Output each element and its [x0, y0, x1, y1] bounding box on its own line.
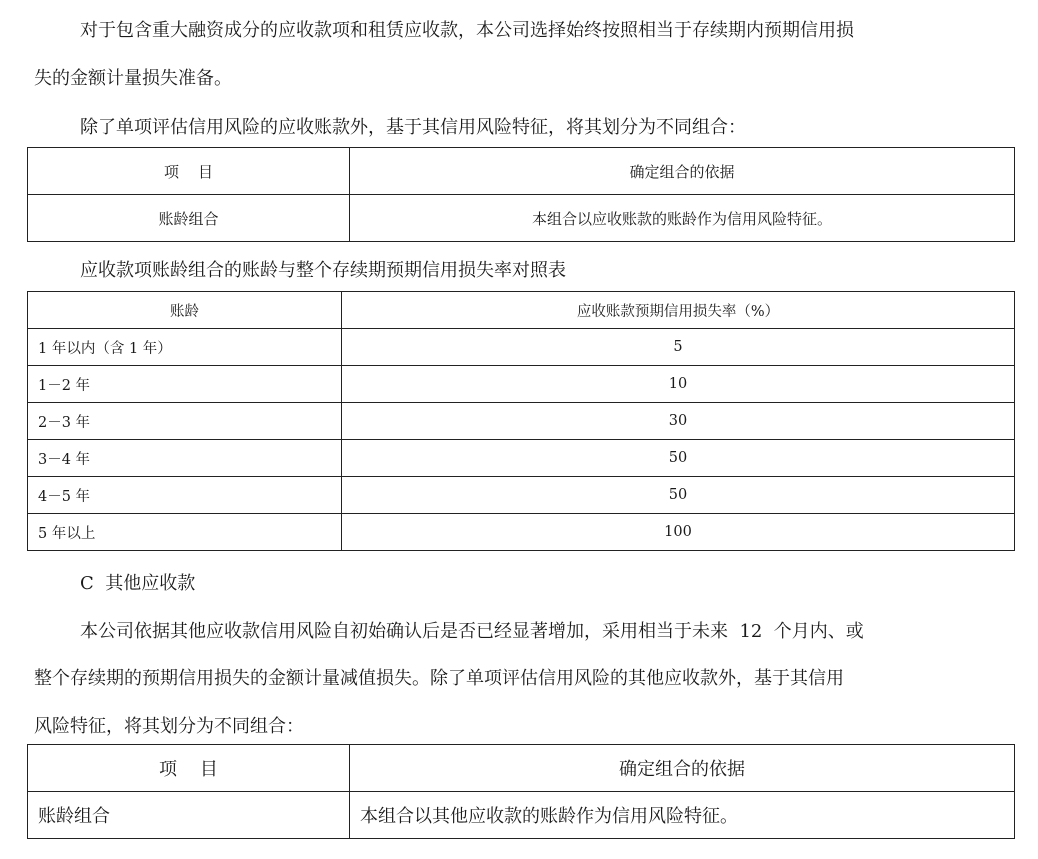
loss-rate-cell: 50 — [342, 477, 1015, 514]
loss-rate-cell: 50 — [342, 440, 1015, 477]
loss-rate-cell: 30 — [342, 403, 1015, 440]
grouping-basis-table-receivables — [27, 147, 1015, 242]
paragraph-3-line-3: 风险特征，将其划分为不同组合： — [34, 716, 304, 737]
table-header-cell: 账龄 — [28, 292, 342, 329]
paragraph-1-line-2: 失的金额计量损失准备。 — [34, 68, 232, 89]
loss-rate-cell: 5 — [342, 329, 1015, 366]
aging-bucket-cell: 4－5 年 — [28, 477, 342, 514]
table-header-row — [28, 292, 1015, 329]
loss-rate-cell: 100 — [342, 514, 1015, 551]
table-row — [28, 477, 1015, 514]
table-header-row — [28, 148, 1015, 195]
table-row — [28, 195, 1015, 242]
paragraph-3-line-2: 整个存续期的预期信用损失的金额计量减值损失。除了单项评估信用风险的其他应收款外，基于其信用 — [34, 668, 844, 689]
aging-bucket-cell: 2－3 年 — [28, 403, 342, 440]
table-cell: 账龄组合 — [28, 195, 350, 242]
aging-bucket-cell: 5 年以上 — [28, 514, 342, 551]
paragraph-2: 除了单项评估信用风险的应收账款外，基于其信用风险特征，将其划分为不同组合： — [80, 117, 746, 138]
table-row — [28, 440, 1015, 477]
loss-rate-cell: 10 — [342, 366, 1015, 403]
table-header-cell: 确定组合的依据 — [350, 148, 1015, 195]
aging-bucket-cell: 3－4 年 — [28, 440, 342, 477]
table-header-cell: 应收账款预期信用损失率（%） — [342, 292, 1015, 329]
table-caption: 应收款项账龄组合的账龄与整个存续期预期信用损失率对照表 — [80, 260, 566, 281]
table-cell: 本组合以应收账款的账龄作为信用风险特征。 — [350, 195, 1015, 242]
table-header-row — [28, 745, 1015, 792]
grouping-basis-table-other-receivables — [27, 744, 1015, 839]
table-cell: 本组合以其他应收款的账龄作为信用风险特征。 — [350, 792, 1015, 839]
table-header-cell: 项 目 — [28, 148, 350, 195]
aging-bucket-cell: 1－2 年 — [28, 366, 342, 403]
table-row — [28, 329, 1015, 366]
section-heading-c: C 其他应收款 — [80, 573, 196, 594]
table-header-cell: 项 目 — [28, 745, 350, 792]
paragraph-3-line-1: 本公司依据其他应收款信用风险自初始确认后是否已经显著增加，采用相当于未来 12 个月内、或 — [80, 621, 864, 642]
aging-bucket-cell: 1 年以内（含 1 年） — [28, 329, 342, 366]
table-row — [28, 792, 1015, 839]
table-header-cell: 确定组合的依据 — [350, 745, 1015, 792]
table-row — [28, 403, 1015, 440]
table-cell: 账龄组合 — [28, 792, 350, 839]
aging-loss-rate-table — [27, 291, 1015, 551]
paragraph-1-line-1: 对于包含重大融资成分的应收款项和租赁应收款，本公司选择始终按照相当于存续期内预期信用损 — [80, 20, 854, 41]
table-row — [28, 514, 1015, 551]
table-row — [28, 366, 1015, 403]
